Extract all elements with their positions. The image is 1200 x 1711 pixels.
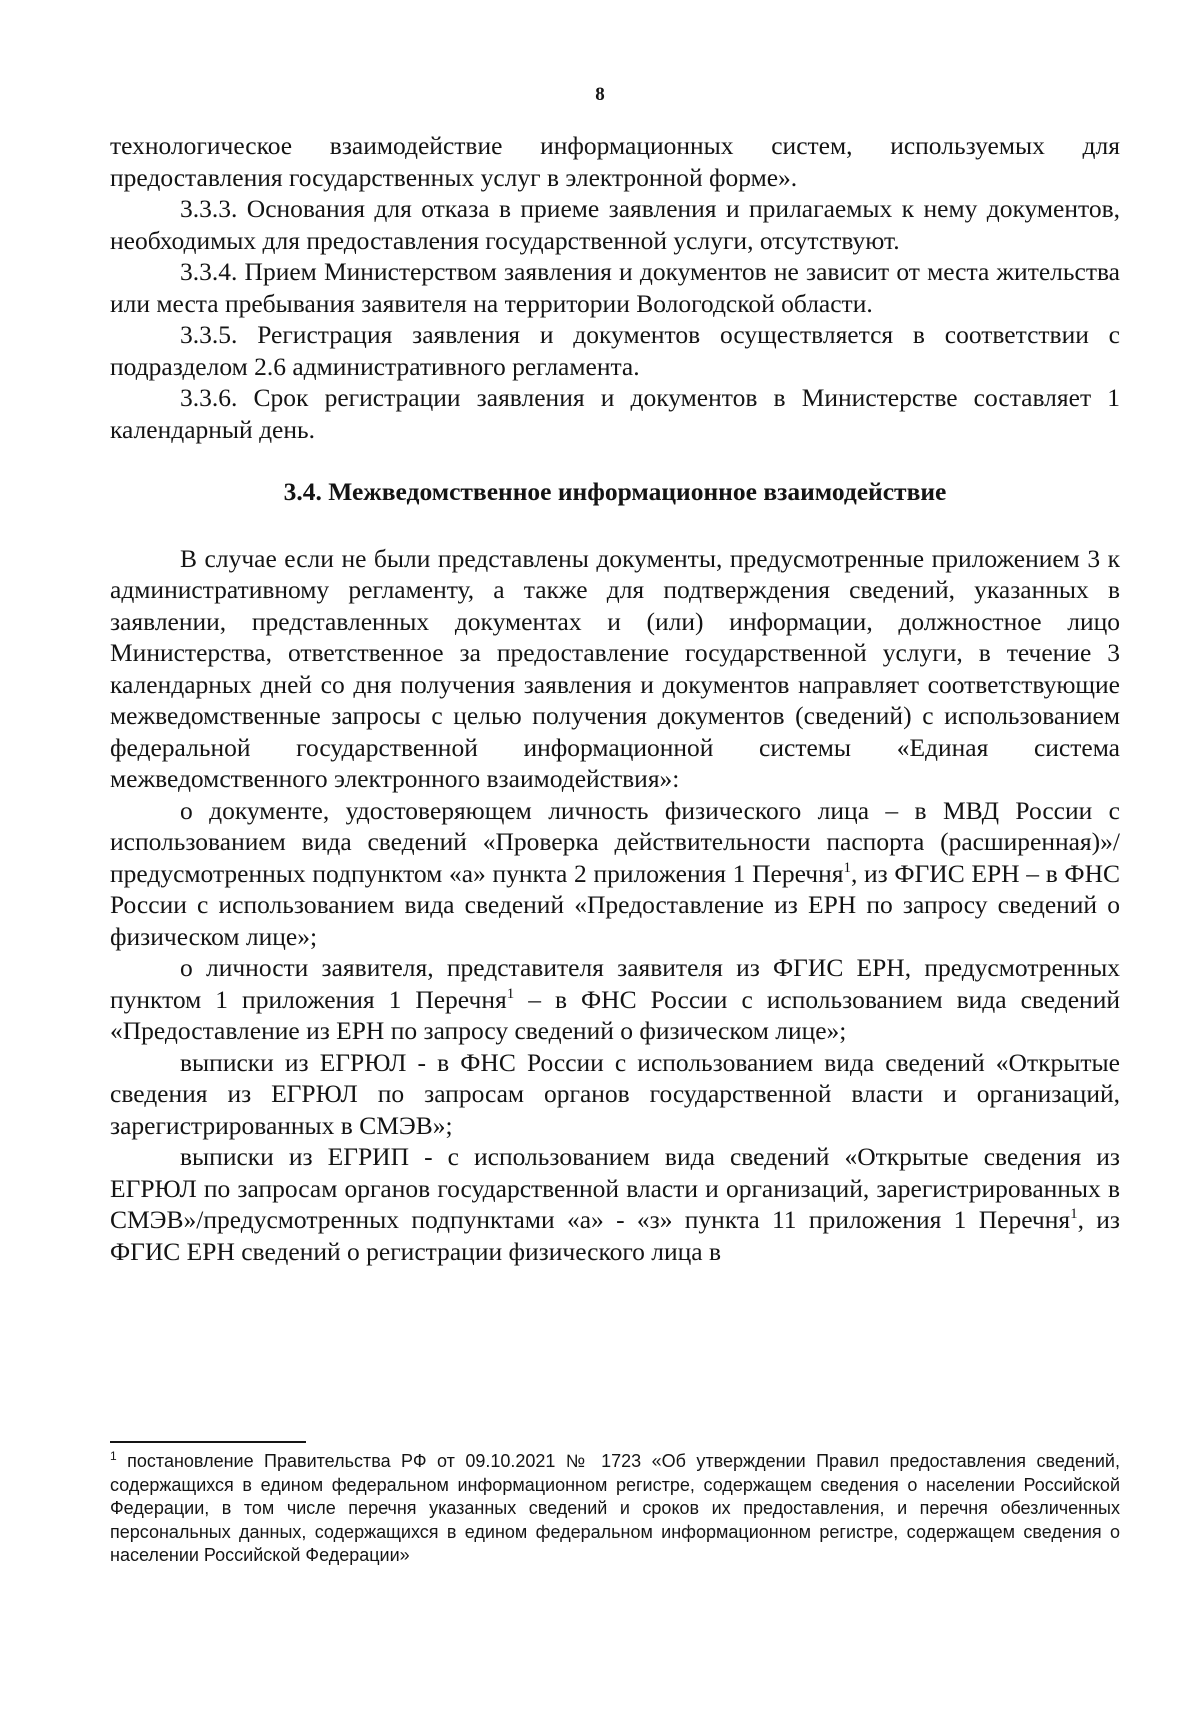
footnote-marker: 1 <box>110 1449 117 1463</box>
paragraph-continuation: технологическое взаимодействие информационных систем, используемых для предоставления государственных услуг в электронной форме». <box>110 131 1120 192</box>
text-part: о документе, удостоверяющем личность физического лица – в МВД России с использованием вида сведений «Проверка действительности паспорта (расширенная)»/предусмотренных подпунктом «а» пункта 2 приложения 1 Перечня <box>110 795 1120 888</box>
paragraph-interagency-intro: В случае если не были представлены документы, предусмотренные приложением 3 к административному регламенту, а также для подтверждения сведений, указанных в заявлении, представленных документах и (или) информации, должностное лицо Министерства, ответственное за предоставление государственной услуги, в течение 3 календарных дней со дня получения заявления и документов направляет соответствующие межведомственные запросы с целью получения документов (сведений) с использованием федеральной государственной информационной системы «Единая система межведомственного электронного взаимодействия»: <box>110 543 1120 793</box>
text-part: выписки из ЕГРИП - с использованием вида сведений «Открытые сведения из ЕГРЮЛ по запросам органов государственной власти и организаций, зарегистрированных в СМЭВ»/предусмотренных подпунктами «а» - «з» пункта 11 приложения 1 Перечня <box>110 1142 1120 1234</box>
paragraph-3-3-4: 3.3.4. Прием Министерством заявления и документов не зависит от места жительства или места пребывания заявителя на территории Вологодской области. <box>110 257 1120 318</box>
text-part: о личности заявителя, представителя заявителя из ФГИС ЕРН, предусмотренных пунктом 1 приложения 1 Перечня <box>110 953 1120 1014</box>
paragraph-egrip-extract <box>110 1141 1120 1267</box>
text-part: , из ФГИС ЕРН сведений о регистрации физического лица в <box>110 1205 1120 1266</box>
footnote-ref: 1 <box>843 859 851 876</box>
footnote-ref: 1 <box>506 985 515 1002</box>
paragraph-identity-document <box>110 795 1120 953</box>
paragraph-3-3-3: 3.3.3. Основания для отказа в приеме заявления и прилагаемых к нему документов, необходимых для предоставления государственной услуги, отсутствуют. <box>110 194 1120 255</box>
paragraph-applicant-identity <box>110 952 1120 1047</box>
footnote-ref: 1 <box>1070 1206 1078 1222</box>
paragraph-3-3-6: 3.3.6. Срок регистрации заявления и документов в Министерстве составляет 1 календарный день. <box>110 383 1120 444</box>
text-part: – в ФНС России с использованием вида сведений «Предоставление из ЕРН по запросу сведений о физическом лице»; <box>110 984 1120 1045</box>
paragraph-egrul-extract: выписки из ЕГРЮЛ - в ФНС России с использованием вида сведений «Открытые сведения из ЕГРЮЛ по запросам органов государственной власти и организаций, зарегистрированных в СМЭВ»; <box>110 1047 1120 1140</box>
paragraph-3-3-5: 3.3.5. Регистрация заявления и документов осуществляется в соответствии с подразделом 2.6 административного регламента. <box>110 320 1120 381</box>
page-number: 8 <box>595 84 605 105</box>
footnote-text: постановление Правительства РФ от 09.10.2021 № 1723 «Об утверждении Правил предоставления сведений, содержащихся в едином федеральном информационном регистре, содержащем сведения о населении Российской Федерации, в том числе перечня указанных сведений и сроков их предоставления, и перечня обезличенных персональных данных, содержащихся в едином федеральном информационном регистре, содержащем сведения о населении Российской Федерации» <box>110 1451 1120 1565</box>
footnote <box>110 1450 1120 1568</box>
text-part: , из ФГИС ЕРН – в ФНС России с использованием вида сведений «Предоставление из ЕРН по запросу сведений о физическом лице»; <box>110 858 1120 951</box>
section-heading: 3.4. Межведомственное информационное взаимодействие <box>283 477 947 506</box>
footnote-divider <box>110 1441 306 1443</box>
document-body <box>110 130 1120 1267</box>
